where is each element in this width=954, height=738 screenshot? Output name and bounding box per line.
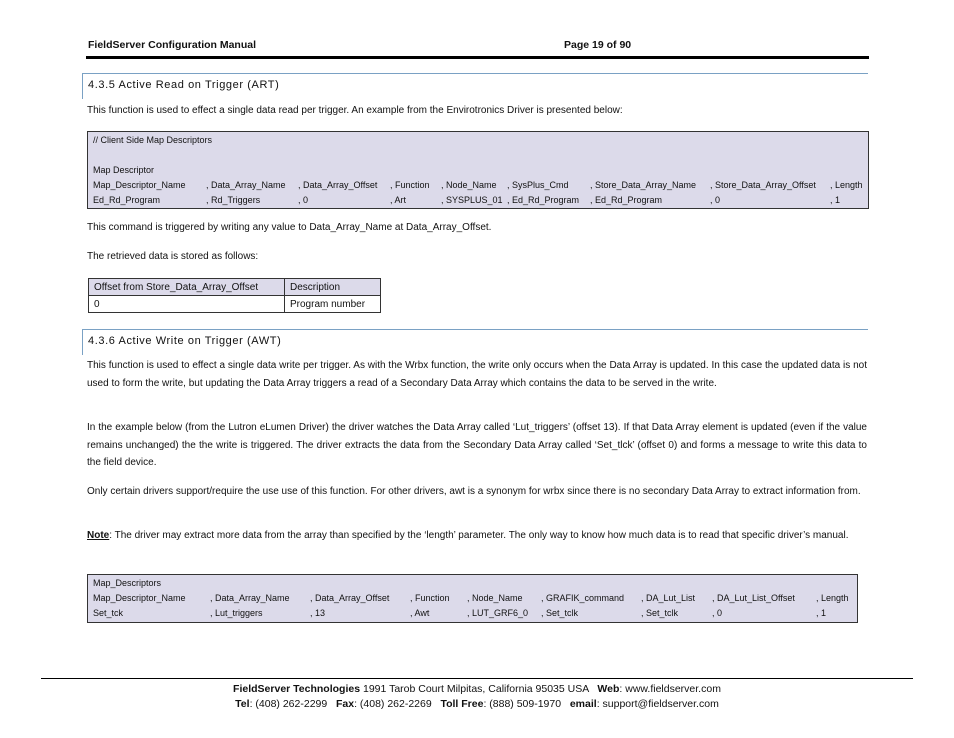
footer-line-2 (0, 698, 954, 710)
awt-paragraph-1: This function is used to effect a single data write per trigger. As with the Wrbx function, the write only occurs when the Data Array is updated. In this case the updated data is not used to form the write, but updating the Data Array triggers a read of a Secondary Data Array which contains the data to be served in the write. (87, 360, 867, 389)
code-header-row: Map_Descriptor_Name , Data_Array_Name , Data_Array_Offset , Function , Node_Name , GRAFIK_command , DA_Lut_List , DA_Lut_List_Offset , Length (93, 593, 849, 603)
awt-note (87, 527, 867, 545)
art-intro: This function is used to effect a single data read per trigger. An example from the Envirotronics Driver is presented below: (87, 105, 623, 116)
header-rule (86, 56, 869, 59)
code-value-row: Ed_Rd_Program , Rd_Triggers , 0 , Art , SYSPLUS_01 , Ed_Rd_Program , Ed_Rd_Program , 0 , 1 (93, 195, 841, 205)
table-row (89, 296, 381, 313)
manual-title: FieldServer Configuration Manual (88, 39, 257, 51)
footer-email: : support@fieldserver.com (596, 698, 719, 710)
awt-paragraph-2: In the example below (from the Lutron eLumen Driver) the driver watches the Data Array called ‘Lut_triggers’ (offset 13). If that Data Array element is updated (even if the value remains unchanged) the the write is triggered. The driver extracts the data from the Secondary Data Array called ‘Set_tlck’ (offset 0) and forms a message to write this data to the field device. (87, 422, 867, 468)
art-code-block (87, 131, 869, 209)
awt-code-block (87, 574, 858, 623)
art-stored-text: The retrieved data is stored as follows: (87, 251, 259, 262)
code-label: Map_Descriptors (93, 578, 162, 588)
footer-fax-label: Fax (335, 698, 355, 710)
table-header-description: Description (285, 279, 381, 296)
footer-web-label: Web (597, 683, 620, 695)
footer-tollfree-label: Toll Free (440, 698, 484, 710)
footer-tel-label: Tel (235, 698, 250, 710)
section-heading-art (82, 73, 868, 99)
section-heading-art-text: 4.3.5 Active Read on Trigger (ART) (88, 79, 280, 91)
footer-company: FieldServer Technologies (233, 683, 361, 695)
code-comment: // Client Side Map Descriptors (93, 135, 213, 145)
note-label: Note (87, 530, 110, 541)
footer-address: 1991 Tarob Court Milpitas, California 95035 USA (360, 683, 598, 695)
footer-rule (41, 678, 913, 679)
section-heading-awt (82, 329, 868, 355)
code-label: Map Descriptor (93, 165, 155, 175)
page-number: Page 19 of 90 (564, 39, 632, 51)
art-trigger-text: This command is triggered by writing any value to Data_Array_Name at Data_Array_Offset. (87, 222, 492, 233)
footer-email-label: email (569, 698, 597, 710)
table-header-offset: Offset from Store_Data_Array_Offset (89, 279, 285, 296)
footer-tollfree: : (888) 509-1970 (483, 698, 570, 710)
footer-fax: : (408) 262-2269 (354, 698, 441, 710)
table-cell-description: Program number (285, 296, 381, 313)
footer-line-1 (0, 683, 954, 695)
code-header-row: Map_Descriptor_Name , Data_Array_Name , Data_Array_Offset , Function , Node_Name , SysPlus_Cmd , Store_Data_Array_Name , Store_Data_Array_Offset , Length (93, 180, 863, 190)
table-cell-offset: 0 (89, 296, 285, 313)
code-value-row: Set_tck , Lut_triggers , 13 , Awt , LUT_GRF6_0 , Set_tclk , Set_tclk , 0 , 1 (93, 608, 827, 618)
offset-table (88, 278, 381, 313)
footer-web: : www.fieldserver.com (619, 683, 721, 695)
section-heading-awt-text: 4.3.6 Active Write on Trigger (AWT) (88, 335, 282, 347)
table-header-row (89, 279, 381, 296)
note-text: : The driver may extract more data from the array than specified by the ‘length’ parameter. The only way to know how much data is to read that specific driver’s manual. (109, 530, 849, 541)
awt-paragraph-3: Only certain drivers support/require the use use of this function. For other drivers, awt is a synonym for wrbx since there is no secondary Data Array to extract information from. (87, 486, 861, 497)
footer-tel: : (408) 262-2299 (249, 698, 336, 710)
